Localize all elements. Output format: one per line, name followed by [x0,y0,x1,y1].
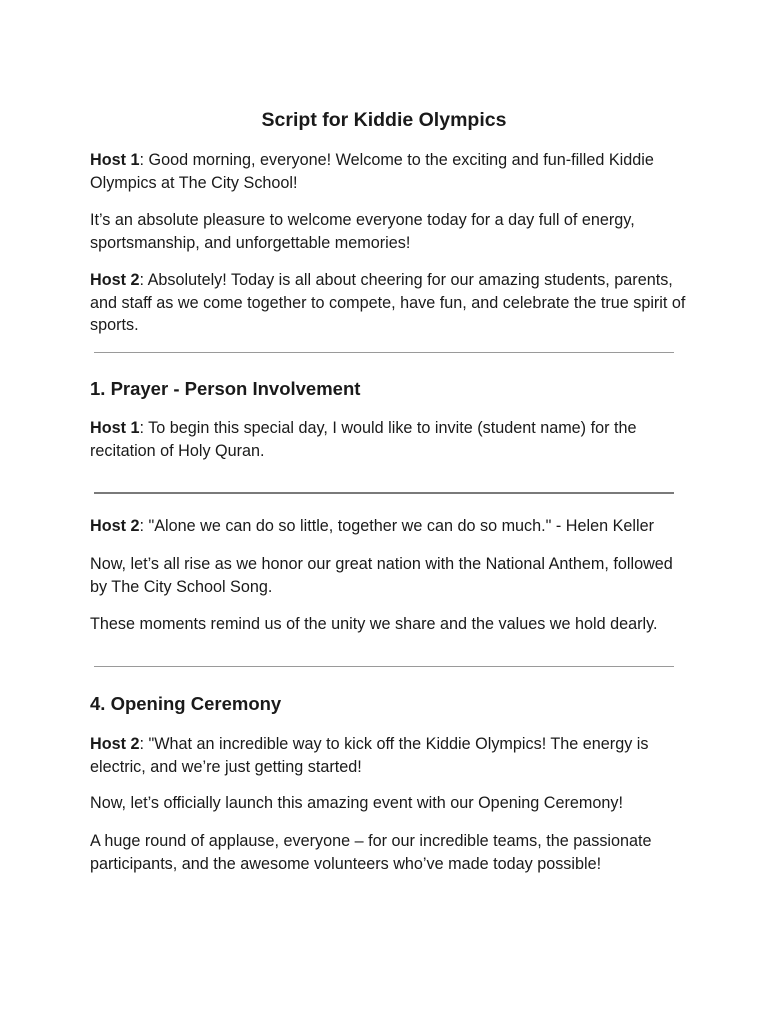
section2-paragraph-1 [90,515,690,538]
horizontal-divider [94,352,674,353]
paragraph-text: : To begin this special day, I would like to invite (student name) for the recitation of Holy Quran. [90,419,637,460]
section3-paragraph-2: Now, let’s officially launch this amazing event with our Opening Ceremony! [90,794,623,812]
section2-paragraph-3: These moments remind us of the unity we share and the values we hold dearly. [90,615,658,633]
speaker-label: Host 2 [90,271,140,289]
section-heading-opening-ceremony: 4. Opening Ceremony [90,693,282,714]
intro-paragraph-2: It’s an absolute pleasure to welcome everyone today for a day full of energy, sportsmanship, and unforgettable memories! [90,211,635,252]
speaker-label: Host 2 [90,517,140,535]
section3-paragraph-1 [90,733,690,778]
intro-paragraph-3 [90,269,690,337]
speaker-label: Host 1 [90,419,140,437]
section2-paragraph-2: Now, let’s all rise as we honor our great nation with the National Anthem, followed by The City School Song. [90,555,673,596]
paragraph-text: : Good morning, everyone! Welcome to the exciting and fun-filled Kiddie Olympics at The City School! [90,151,654,192]
speaker-label: Host 1 [90,151,140,169]
section3-paragraph-3: A huge round of applause, everyone – for our incredible teams, the passionate participants, and the awesome volunteers who’ve made today possible! [90,832,652,873]
speaker-label: Host 2 [90,735,140,753]
horizontal-divider [94,666,674,667]
paragraph-text: : "What an incredible way to kick off the Kiddie Olympics! The energy is electric, and we’re just getting started! [90,735,649,776]
paragraph-text: : Absolutely! Today is all about cheering for our amazing students, parents, and staff as we come together to compete, have fun, and celebrate the true spirit of sports. [90,271,686,334]
document-title: Script for Kiddie Olympics [261,109,507,131]
section1-paragraph-1 [90,417,690,462]
intro-paragraph-1 [90,149,690,194]
section-heading-prayer: 1. Prayer - Person Involvement [90,378,361,399]
horizontal-divider [94,492,674,494]
paragraph-text: : "Alone we can do so little, together we can do so much." - Helen Keller [139,517,654,535]
